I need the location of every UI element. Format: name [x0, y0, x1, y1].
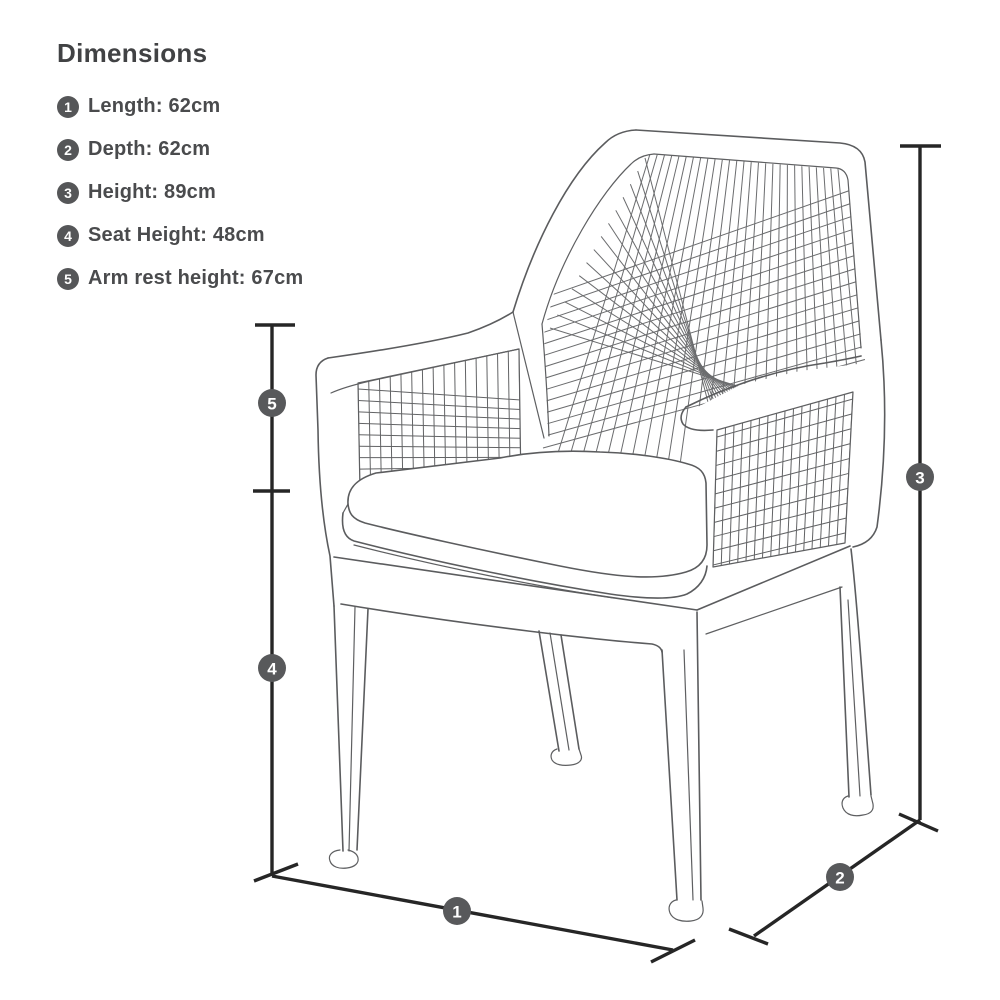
number-badge-5: 5 [57, 268, 79, 290]
dimension-label-length: Length: 62cm [88, 95, 221, 117]
diagram-badge-arm-rest-height [258, 389, 286, 417]
chair-outline [316, 130, 885, 921]
svg-text:3: 3 [915, 468, 925, 488]
number-badge-4: 4 [57, 225, 79, 247]
diagram-badge-seat-height [258, 654, 286, 682]
diagram-badge-length [443, 897, 471, 925]
page-title: Dimensions [57, 38, 208, 68]
dimension-label-depth: Depth: 62cm [88, 138, 211, 160]
right-arm-panel-weave [713, 392, 853, 567]
number-badge-2: 2 [57, 139, 79, 161]
svg-text:2: 2 [835, 868, 845, 888]
svg-text:4: 4 [267, 659, 277, 679]
diagram-badge-height [906, 463, 934, 491]
diagram-badge-depth [826, 863, 854, 891]
svg-text:1: 1 [452, 902, 462, 922]
length-dimension-line [254, 864, 695, 962]
svg-text:5: 5 [267, 394, 277, 414]
dimension-label-height: Height: 89cm [88, 181, 216, 203]
number-badge-3: 3 [57, 182, 79, 204]
number-badge-1: 1 [57, 96, 79, 118]
dimension-label-arm-rest-height: Arm rest height: 67cm [88, 267, 304, 289]
dimension-label-seat-height: Seat Height: 48cm [88, 224, 265, 246]
